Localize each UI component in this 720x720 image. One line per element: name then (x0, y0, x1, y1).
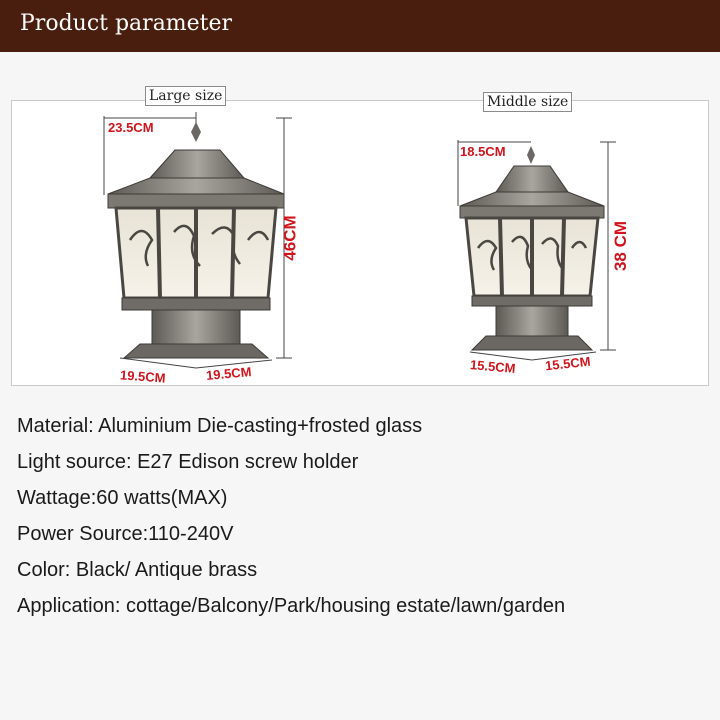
middle-lamp-drawing (460, 146, 604, 350)
large-top-width: 23.5CM (108, 120, 154, 135)
spec-color: Color: Black/ Antique brass (17, 559, 258, 581)
middle-base-left: 15.5CM (469, 357, 517, 376)
large-lamp-drawing (108, 122, 284, 358)
middle-top-width: 18.5CM (460, 144, 506, 159)
spec-application: Application: cottage/Balcony/Park/housing estate/lawn/garden (17, 595, 566, 617)
spec-material: Material: Aluminium Die-casting+frosted glass (17, 415, 423, 437)
large-size-label: Large size (145, 86, 226, 106)
large-height: 46CM (280, 215, 300, 261)
spec-wattage: Wattage:60 watts(MAX) (17, 487, 228, 509)
spec-power-source: Power Source:110-240V (17, 523, 234, 545)
middle-size-label: Middle size (483, 92, 572, 112)
spec-light-source: Light source: E27 Edison screw holder (17, 451, 359, 473)
spec-list (17, 408, 565, 624)
large-base-right: 19.5CM (205, 364, 253, 383)
large-base-left: 19.5CM (119, 367, 166, 386)
middle-height: 38 CM (611, 220, 631, 272)
page-title: Product parameter (20, 11, 233, 36)
middle-base-right: 15.5CM (544, 353, 592, 374)
